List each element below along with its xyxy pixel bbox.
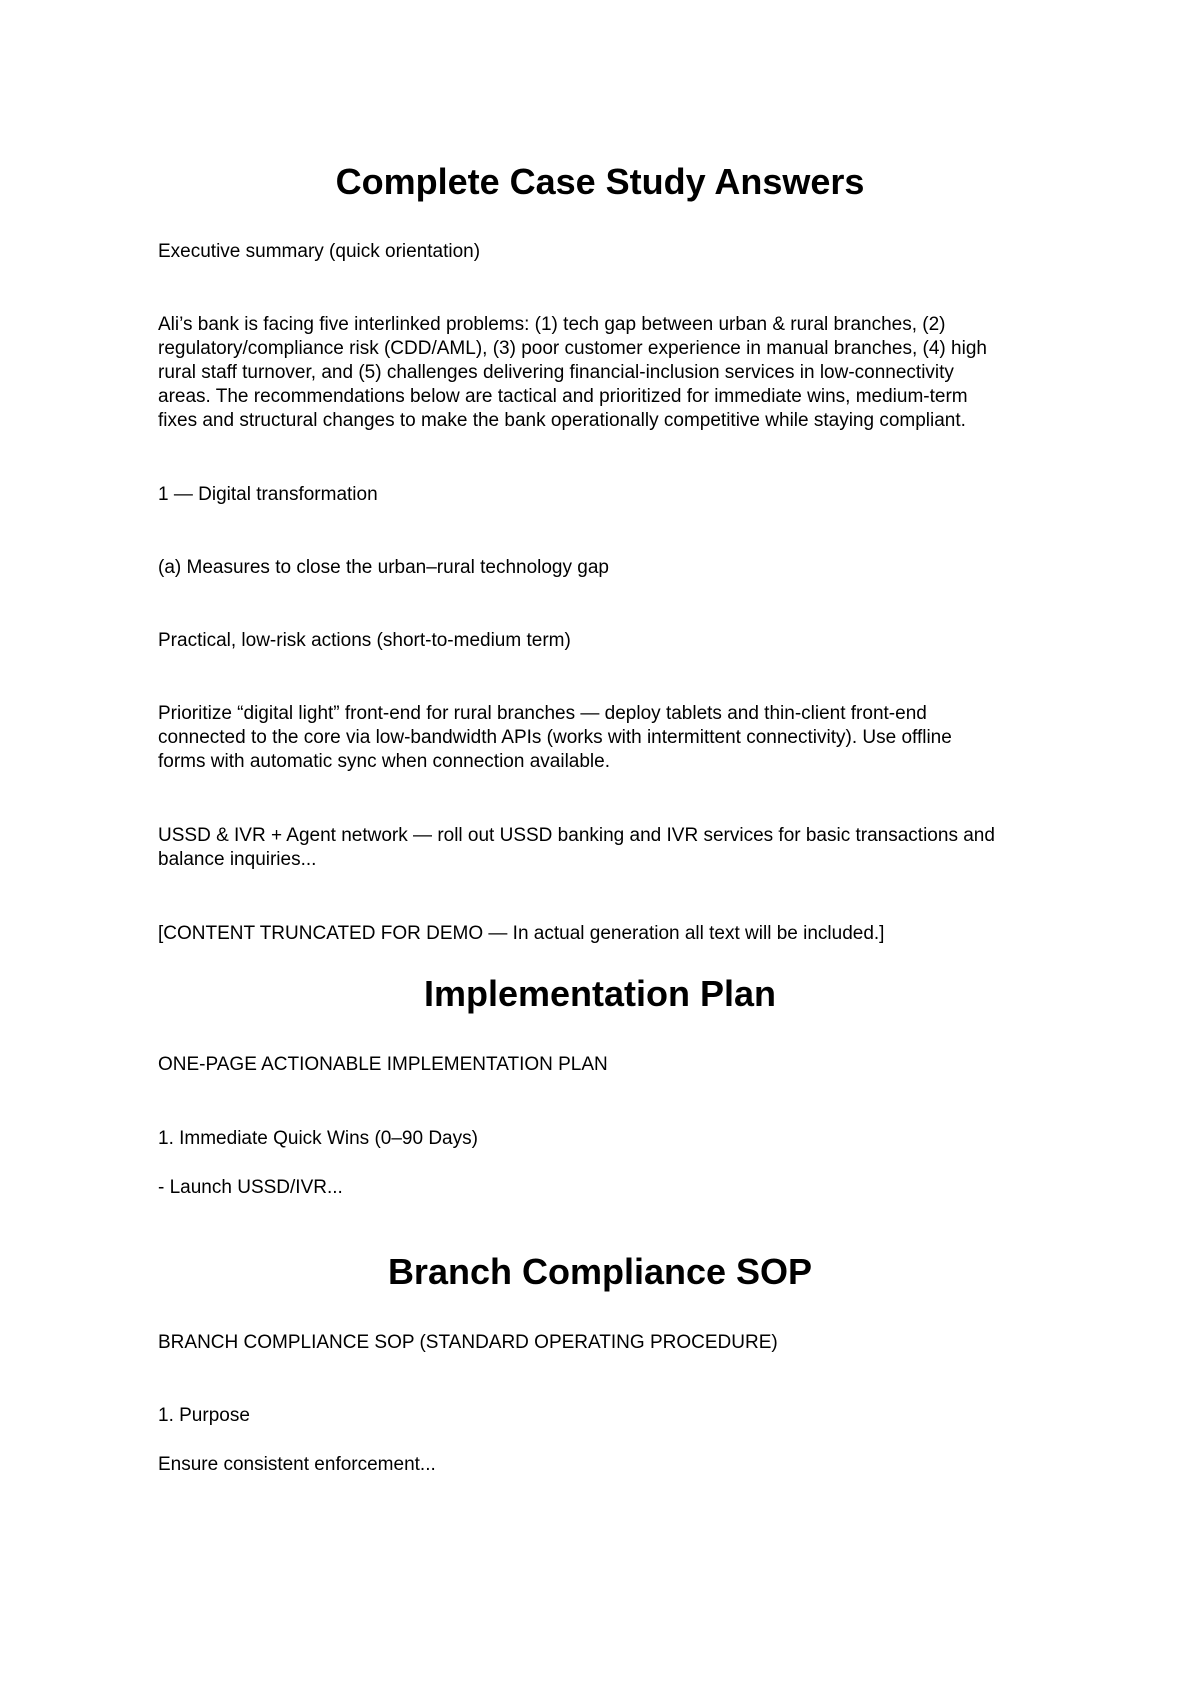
section-1-heading: 1 — Digital transformation [158,484,378,505]
truncated-note: [CONTENT TRUNCATED FOR DEMO — In actual generation all text will be included.] [158,923,885,944]
paragraph-line: regulatory/compliance risk (CDD/AML), (3) poor customer experience in manual branches, (4) high [158,338,987,359]
paragraph-line: rural staff turnover, and (5) challenges delivering financial-inclusion services in low-connectivity [158,362,954,383]
paragraph-line: USSD & IVR + Agent network — roll out USSD banking and IVR services for basic transactions and [158,825,995,846]
implementation-item-1: 1. Immediate Quick Wins (0–90 Days) [158,1128,478,1149]
paragraph-line: areas. The recommendations below are tactical and prioritized for immediate wins, medium-term [158,386,968,407]
sop-item-1-detail: Ensure consistent enforcement... [158,1454,436,1475]
paragraph-line: Prioritize “digital light” front-end for rural branches — deploy tablets and thin-client front-end [158,703,927,724]
paragraph-line: Ali’s bank is facing five interlinked problems: (1) tech gap between urban & rural branches, (2) [158,314,946,335]
paragraph-line: connected to the core via low-bandwidth APIs (works with intermittent connectivity). Use offline [158,727,952,748]
paragraph-line: fixes and structural changes to make the bank operationally competitive while staying compliant. [158,410,966,431]
implementation-item-1-detail: - Launch USSD/IVR... [158,1177,343,1198]
compliance-sop-subtitle: BRANCH COMPLIANCE SOP (STANDARD OPERATING PROCEDURE) [158,1332,778,1353]
sop-item-1: 1. Purpose [158,1405,250,1426]
implementation-plan-subtitle: ONE-PAGE ACTIONABLE IMPLEMENTATION PLAN [158,1054,608,1075]
case-study-title: Complete Case Study Answers [335,161,865,202]
paragraph-line: balance inquiries... [158,849,317,870]
practical-actions-label: Practical, low-risk actions (short-to-medium term) [158,630,571,651]
executive-summary-label: Executive summary (quick orientation) [158,241,481,262]
compliance-sop-title: Branch Compliance SOP [387,1251,813,1292]
implementation-plan-title: Implementation Plan [423,973,777,1014]
paragraph-line: forms with automatic sync when connection available. [158,751,611,772]
subsection-a-heading: (a) Measures to close the urban–rural technology gap [158,557,609,578]
